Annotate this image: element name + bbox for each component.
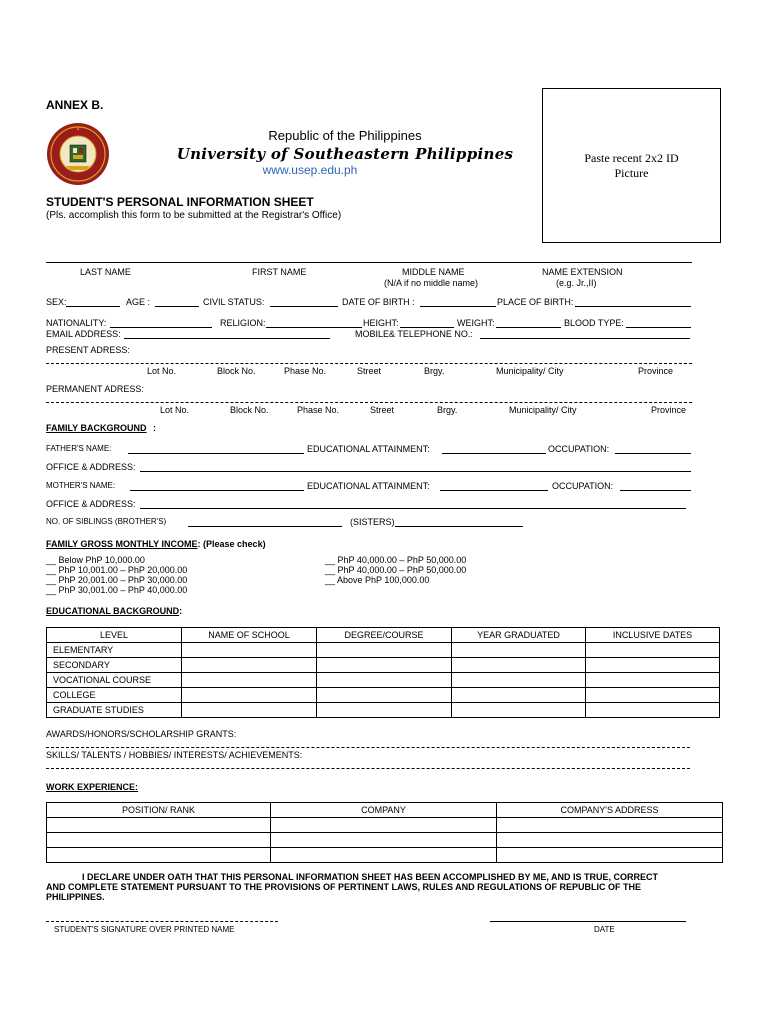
edu-level-cell: VOCATIONAL COURSE <box>47 673 182 688</box>
permanent-city-label: Municipality/ City <box>509 405 577 415</box>
table-row <box>47 673 720 688</box>
income-option-6[interactable]: __ PhP 40,000.00 – PhP 50,000.00 <box>325 565 467 575</box>
income-option-4[interactable]: __ PhP 30,001.00 – PhP 40,000.00 <box>46 585 188 595</box>
permanent-street-label: Street <box>370 405 395 415</box>
mother-edu-field[interactable] <box>440 490 548 491</box>
permanent-brgy-label: Brgy. <box>437 405 458 415</box>
present-brgy-label: Brgy. <box>424 366 445 376</box>
edu-degree-cell[interactable] <box>317 673 452 688</box>
mother-office-label: OFFICE & ADDRESS: <box>46 499 136 509</box>
name-extension-note: (e.g. Jr.,II) <box>556 278 597 288</box>
declaration-line3: PHILIPPINES. <box>46 892 105 902</box>
edu-year-cell[interactable] <box>452 643 586 658</box>
income-heading-text: FAMILY GROSS MONTHLY INCOME <box>46 539 198 549</box>
father-office-field[interactable] <box>140 471 691 472</box>
annex-label: ANNEX B. <box>46 98 104 112</box>
edu-school-cell[interactable] <box>182 643 317 658</box>
table-row <box>47 818 723 833</box>
income-option-3[interactable]: __ PhP 20,001.00 – PhP 30,000.00 <box>46 575 188 585</box>
present-phase-label: Phase No. <box>284 366 327 376</box>
education-header-row <box>47 628 720 643</box>
blood-type-label: BLOOD TYPE: <box>564 318 624 328</box>
income-option-1[interactable]: __ Below PhP 10,000.00 <box>46 555 145 565</box>
edu-level-cell: GRADUATE STUDIES <box>47 703 182 718</box>
edu-year-cell[interactable] <box>452 703 586 718</box>
work-col-company: COMPANY <box>271 803 497 818</box>
present-street-label: Street <box>357 366 382 376</box>
sex-label: SEX: <box>46 297 67 307</box>
mobile-field[interactable] <box>480 338 690 339</box>
civil-status-field[interactable] <box>270 306 338 307</box>
name-extension-label: NAME EXTENSION <box>542 267 623 277</box>
work-table <box>46 802 723 863</box>
edu-year-cell[interactable] <box>452 658 586 673</box>
edu-dates-cell[interactable] <box>586 688 720 703</box>
first-name-label: FIRST NAME <box>252 267 307 277</box>
work-company-cell[interactable] <box>271 818 497 833</box>
dob-field[interactable] <box>420 306 496 307</box>
work-company-cell[interactable] <box>271 848 497 863</box>
university-name: University of Southeastern Philippines <box>176 145 514 163</box>
siblings-sisters-label: (SISTERS) <box>350 517 395 527</box>
table-row <box>47 643 720 658</box>
name-field-line[interactable] <box>46 262 692 263</box>
nationality-label: NATIONALITY: <box>46 318 107 328</box>
permanent-address-field[interactable] <box>46 402 692 403</box>
present-address-label: PRESENT ADRESS: <box>46 345 130 355</box>
edu-level-cell: ELEMENTARY <box>47 643 182 658</box>
date-field[interactable] <box>490 921 686 922</box>
father-occupation-field[interactable] <box>615 453 691 454</box>
edu-school-cell[interactable] <box>182 703 317 718</box>
pob-label: PLACE OF BIRTH: <box>497 297 574 307</box>
edu-col-school: NAME OF SCHOOL <box>182 628 317 643</box>
siblings-brothers-field[interactable] <box>188 526 342 527</box>
siblings-brothers-label: NO. OF SIBLINGS (BROTHER'S) <box>46 517 167 526</box>
religion-field[interactable] <box>266 327 362 328</box>
religion-label: RELIGION: <box>220 318 266 328</box>
income-options-left <box>46 555 187 595</box>
work-col-position: POSITION/ RANK <box>47 803 271 818</box>
work-header-row <box>47 803 723 818</box>
university-website-link[interactable]: www.usep.edu.ph <box>262 163 358 177</box>
edu-degree-cell[interactable] <box>317 658 452 673</box>
nationality-field[interactable] <box>110 327 212 328</box>
table-row <box>47 688 720 703</box>
family-background-heading: FAMILY BACKGROUND <box>46 423 147 433</box>
permanent-province-label: Province <box>651 405 687 415</box>
father-occupation-label: OCCUPATION: <box>548 444 610 454</box>
skills-label: SKILLS/ TALENTS / HOBBIES/ INTERESTS/ ACHIEVEMENTS: <box>46 750 303 760</box>
table-row <box>47 703 720 718</box>
age-label: AGE : <box>126 297 151 307</box>
work-address-cell[interactable] <box>497 818 723 833</box>
declaration-line1: I DECLARE UNDER OATH THAT THIS PERSONAL INFORMATION SHEET HAS BEEN ACCOMPLISHED BY ME, AND IS TRUE, CORRECT <box>82 872 659 882</box>
edu-level-cell: SECONDARY <box>47 658 182 673</box>
income-note: : (Please check) <box>197 539 266 549</box>
edu-school-cell[interactable] <box>182 658 317 673</box>
income-options-right <box>325 555 466 585</box>
edu-dates-cell[interactable] <box>586 703 720 718</box>
mother-edu-label: EDUCATIONAL ATTAINMENT: <box>307 481 430 491</box>
dob-label: DATE OF BIRTH : <box>342 297 415 307</box>
mobile-label: MOBILE& TELEPHONE NO.: <box>355 329 473 339</box>
work-address-cell[interactable] <box>497 848 723 863</box>
civil-status-label: CIVIL STATUS: <box>203 297 265 307</box>
photo-instruction-line2: Picture <box>614 166 649 180</box>
mother-name-label: MOTHER'S NAME: <box>46 481 116 490</box>
edu-year-cell[interactable] <box>452 673 586 688</box>
middle-name-note: (N/A if no middle name) <box>384 278 479 288</box>
education-table <box>46 627 720 718</box>
edu-degree-cell[interactable] <box>317 643 452 658</box>
table-row <box>47 658 720 673</box>
work-position-cell[interactable] <box>47 818 271 833</box>
awards-field[interactable] <box>46 747 690 748</box>
republic-text: Republic of the Philippines <box>268 128 422 143</box>
father-edu-field[interactable] <box>442 453 546 454</box>
father-name-field[interactable] <box>128 453 304 454</box>
work-position-cell[interactable] <box>47 833 271 848</box>
permanent-lot-label: Lot No. <box>160 405 190 415</box>
father-office-label: OFFICE & ADDRESS: <box>46 462 136 472</box>
edu-degree-cell[interactable] <box>317 688 452 703</box>
edu-school-cell[interactable] <box>182 673 317 688</box>
university-seal-icon <box>46 122 110 186</box>
blood-type-field[interactable] <box>626 327 691 328</box>
edu-school-cell[interactable] <box>182 688 317 703</box>
pob-field[interactable] <box>575 306 691 307</box>
middle-name-label: MIDDLE NAME <box>402 267 465 277</box>
edu-dates-cell[interactable] <box>586 643 720 658</box>
awards-label: AWARDS/HONORS/SCHOLARSHIP GRANTS: <box>46 729 237 739</box>
education-heading-colon: : <box>179 606 183 616</box>
present-city-label: Municipality/ City <box>496 366 564 376</box>
sex-field[interactable] <box>66 306 120 307</box>
skills-field[interactable] <box>46 768 690 769</box>
height-label: HEIGHT: <box>363 318 399 328</box>
work-position-cell[interactable] <box>47 848 271 863</box>
edu-degree-cell[interactable] <box>317 703 452 718</box>
edu-col-degree: DEGREE/COURSE <box>317 628 452 643</box>
email-field[interactable] <box>124 338 330 339</box>
table-row <box>47 833 723 848</box>
present-block-label: Block No. <box>217 366 256 376</box>
permanent-address-label: PERMANENT ADRESS: <box>46 384 144 394</box>
permanent-phase-label: Phase No. <box>297 405 340 415</box>
mother-occupation-label: OCCUPATION: <box>552 481 614 491</box>
edu-col-year: YEAR GRADUATED <box>452 628 586 643</box>
edu-col-dates: INCLUSIVE DATES <box>586 628 720 643</box>
edu-level-cell: COLLEGE <box>47 688 182 703</box>
present-province-label: Province <box>638 366 674 376</box>
present-lot-label: Lot No. <box>147 366 177 376</box>
height-field[interactable] <box>400 327 454 328</box>
mother-office-field[interactable] <box>140 508 686 509</box>
photo-box[interactable] <box>542 88 721 243</box>
income-option-2[interactable]: __ PhP 10,001.00 – PhP 20,000.00 <box>46 565 188 575</box>
form-subtitle: (Pls. accomplish this form to be submitted at the Registrar's Office) <box>46 210 342 221</box>
father-name-label: FATHER'S NAME: <box>46 444 112 453</box>
student-signature-field[interactable] <box>46 921 278 922</box>
income-heading <box>46 539 266 549</box>
last-name-label: LAST NAME <box>80 267 131 277</box>
work-address-cell[interactable] <box>497 833 723 848</box>
student-signature-label: STUDENT'S SIGNATURE OVER PRINTED NAME <box>54 925 235 934</box>
edu-dates-cell[interactable] <box>586 658 720 673</box>
edu-year-cell[interactable] <box>452 688 586 703</box>
age-field[interactable] <box>155 306 199 307</box>
education-heading-text: EDUCATIONAL BACKGROUND <box>46 606 180 616</box>
work-col-address: COMPANY'S ADDRESS <box>497 803 723 818</box>
declaration-line2: AND COMPLETE STATEMENT PURSUANT TO THE PROVISIONS OF PERTINENT LAWS, RULES AND REGULATIONS OF REPUBLIC OF THE <box>46 882 642 892</box>
weight-label: WEIGHT: <box>457 318 495 328</box>
work-company-cell[interactable] <box>271 833 497 848</box>
table-row <box>47 848 723 863</box>
work-experience-heading: WORK EXPERIENCE: <box>46 782 139 792</box>
income-option-7[interactable]: __ Above PhP 100,000.00 <box>325 575 430 585</box>
form-title: STUDENT'S PERSONAL INFORMATION SHEET <box>46 195 314 209</box>
present-address-field[interactable] <box>46 363 692 364</box>
father-edu-label: EDUCATIONAL ATTAINMENT: <box>307 444 430 454</box>
email-label: EMAIL ADDRESS: <box>46 329 121 339</box>
permanent-block-label: Block No. <box>230 405 269 415</box>
siblings-sisters-field[interactable] <box>395 526 523 527</box>
education-heading <box>46 606 182 616</box>
mother-name-field[interactable] <box>130 490 304 491</box>
edu-col-level: LEVEL <box>47 628 182 643</box>
edu-dates-cell[interactable] <box>586 673 720 688</box>
mother-occupation-field[interactable] <box>620 490 691 491</box>
family-background-colon: : <box>153 423 156 433</box>
date-label: DATE <box>594 925 615 934</box>
income-option-5[interactable]: __ PhP 40,000.00 – PhP 50,000.00 <box>325 555 467 565</box>
weight-field[interactable] <box>496 327 561 328</box>
photo-instruction-line1: Paste recent 2x2 ID <box>584 151 679 165</box>
